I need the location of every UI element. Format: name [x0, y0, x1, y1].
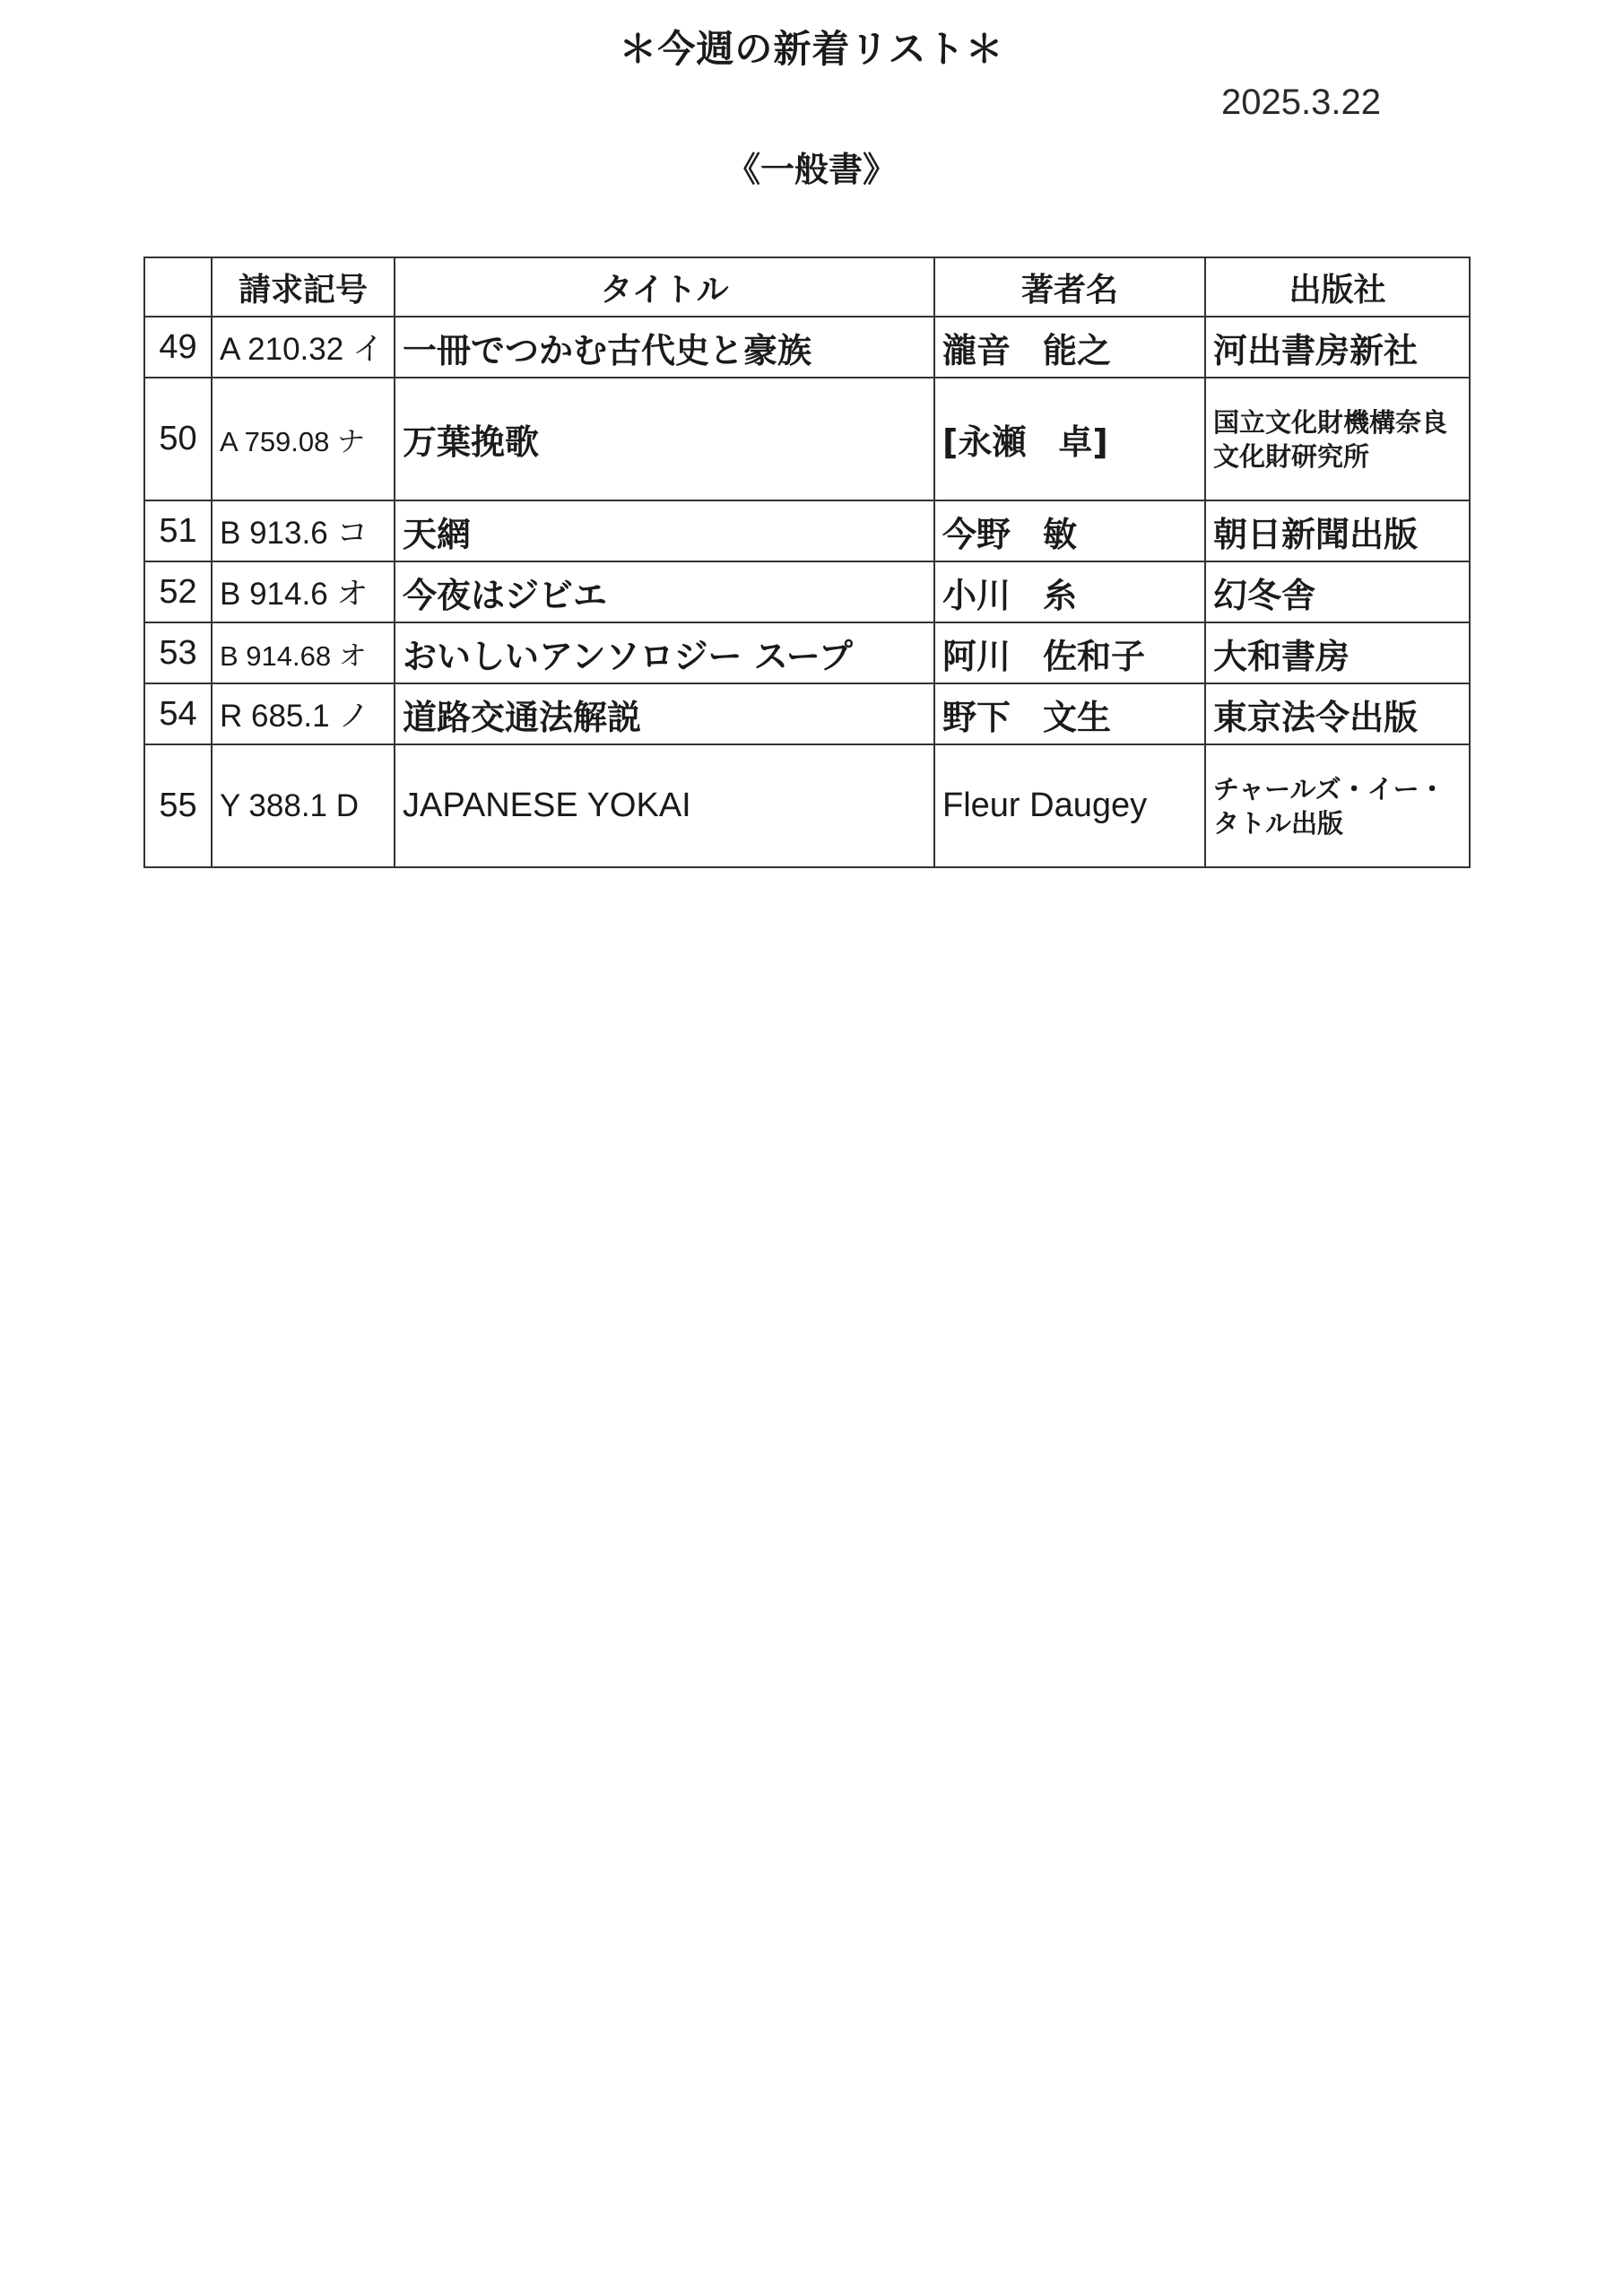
author-family-name: 野下	[942, 697, 1011, 737]
author-family-name: 今野	[942, 514, 1011, 554]
book-title: 天網	[395, 500, 934, 561]
call-number: R 685.1 ノ	[212, 683, 395, 744]
row-number: 53	[144, 622, 212, 683]
author-given-name: 文生	[1043, 697, 1112, 737]
new-books-table	[143, 257, 1471, 868]
call-number: A 759.08 ナ	[212, 378, 395, 500]
row-number: 54	[144, 683, 212, 744]
author	[934, 683, 1205, 744]
author-given-name: 能之	[1043, 330, 1112, 370]
author-given-name: 卓]	[1058, 422, 1108, 462]
author	[934, 622, 1205, 683]
book-title: 今夜はジビエ	[395, 561, 934, 622]
column-header-publisher: 出版社	[1205, 257, 1470, 317]
author	[934, 561, 1205, 622]
column-header-number	[144, 257, 212, 317]
author-given-name: 佐和子	[1043, 636, 1146, 676]
column-header-title: タイトル	[395, 257, 934, 317]
call-number: A 210.32 イ	[212, 317, 395, 378]
publisher: チャールズ・イー・タトル出版	[1205, 744, 1470, 867]
table-row	[144, 378, 1470, 500]
publisher: 朝日新聞出版	[1205, 500, 1470, 561]
row-number: 49	[144, 317, 212, 378]
publisher: 河出書房新社	[1205, 317, 1470, 378]
publisher: 国立文化財機構奈良文化財研究所	[1205, 378, 1470, 500]
book-title: 道路交通法解説	[395, 683, 934, 744]
book-title: JAPANESE YOKAI	[395, 744, 934, 867]
author-family-name: Fleur	[942, 787, 1020, 824]
document-date: 2025.3.22	[1221, 83, 1381, 122]
table-row	[144, 561, 1470, 622]
call-number: B 913.6 コ	[212, 500, 395, 561]
author-family-name: [永瀬	[942, 422, 1027, 462]
table-row	[144, 683, 1470, 744]
row-number: 55	[144, 744, 212, 867]
author	[934, 378, 1205, 500]
table-header-row	[144, 257, 1470, 317]
call-number: Y 388.1 D	[212, 744, 395, 867]
book-title: おいしいアンソロジー スープ	[395, 622, 934, 683]
row-number: 52	[144, 561, 212, 622]
page-title: ＊今週の新着リスト＊	[619, 27, 1004, 71]
call-number: B 914.68 オ	[212, 622, 395, 683]
row-number: 50	[144, 378, 212, 500]
book-title: 一冊でつかむ古代史と豪族	[395, 317, 934, 378]
author-family-name: 小川	[942, 575, 1011, 615]
table-row	[144, 500, 1470, 561]
section-title: 《一般書》	[725, 150, 897, 189]
publisher: 東京法令出版	[1205, 683, 1470, 744]
author-given-name: Daugey	[1029, 787, 1148, 824]
table-row	[144, 622, 1470, 683]
book-title: 万葉挽歌	[395, 378, 934, 500]
author-given-name: 敏	[1043, 514, 1078, 554]
call-number: B 914.6 オ	[212, 561, 395, 622]
table-row	[144, 744, 1470, 867]
author	[934, 744, 1205, 867]
author-family-name: 阿川	[942, 636, 1011, 676]
author-family-name: 瀧音	[942, 330, 1011, 370]
column-header-author: 著者名	[934, 257, 1205, 317]
author	[934, 500, 1205, 561]
author-given-name: 糸	[1043, 575, 1078, 615]
row-number: 51	[144, 500, 212, 561]
column-header-call-number: 請求記号	[212, 257, 395, 317]
author	[934, 317, 1205, 378]
publisher: 幻冬舎	[1205, 561, 1470, 622]
table-row	[144, 317, 1470, 378]
publisher: 大和書房	[1205, 622, 1470, 683]
